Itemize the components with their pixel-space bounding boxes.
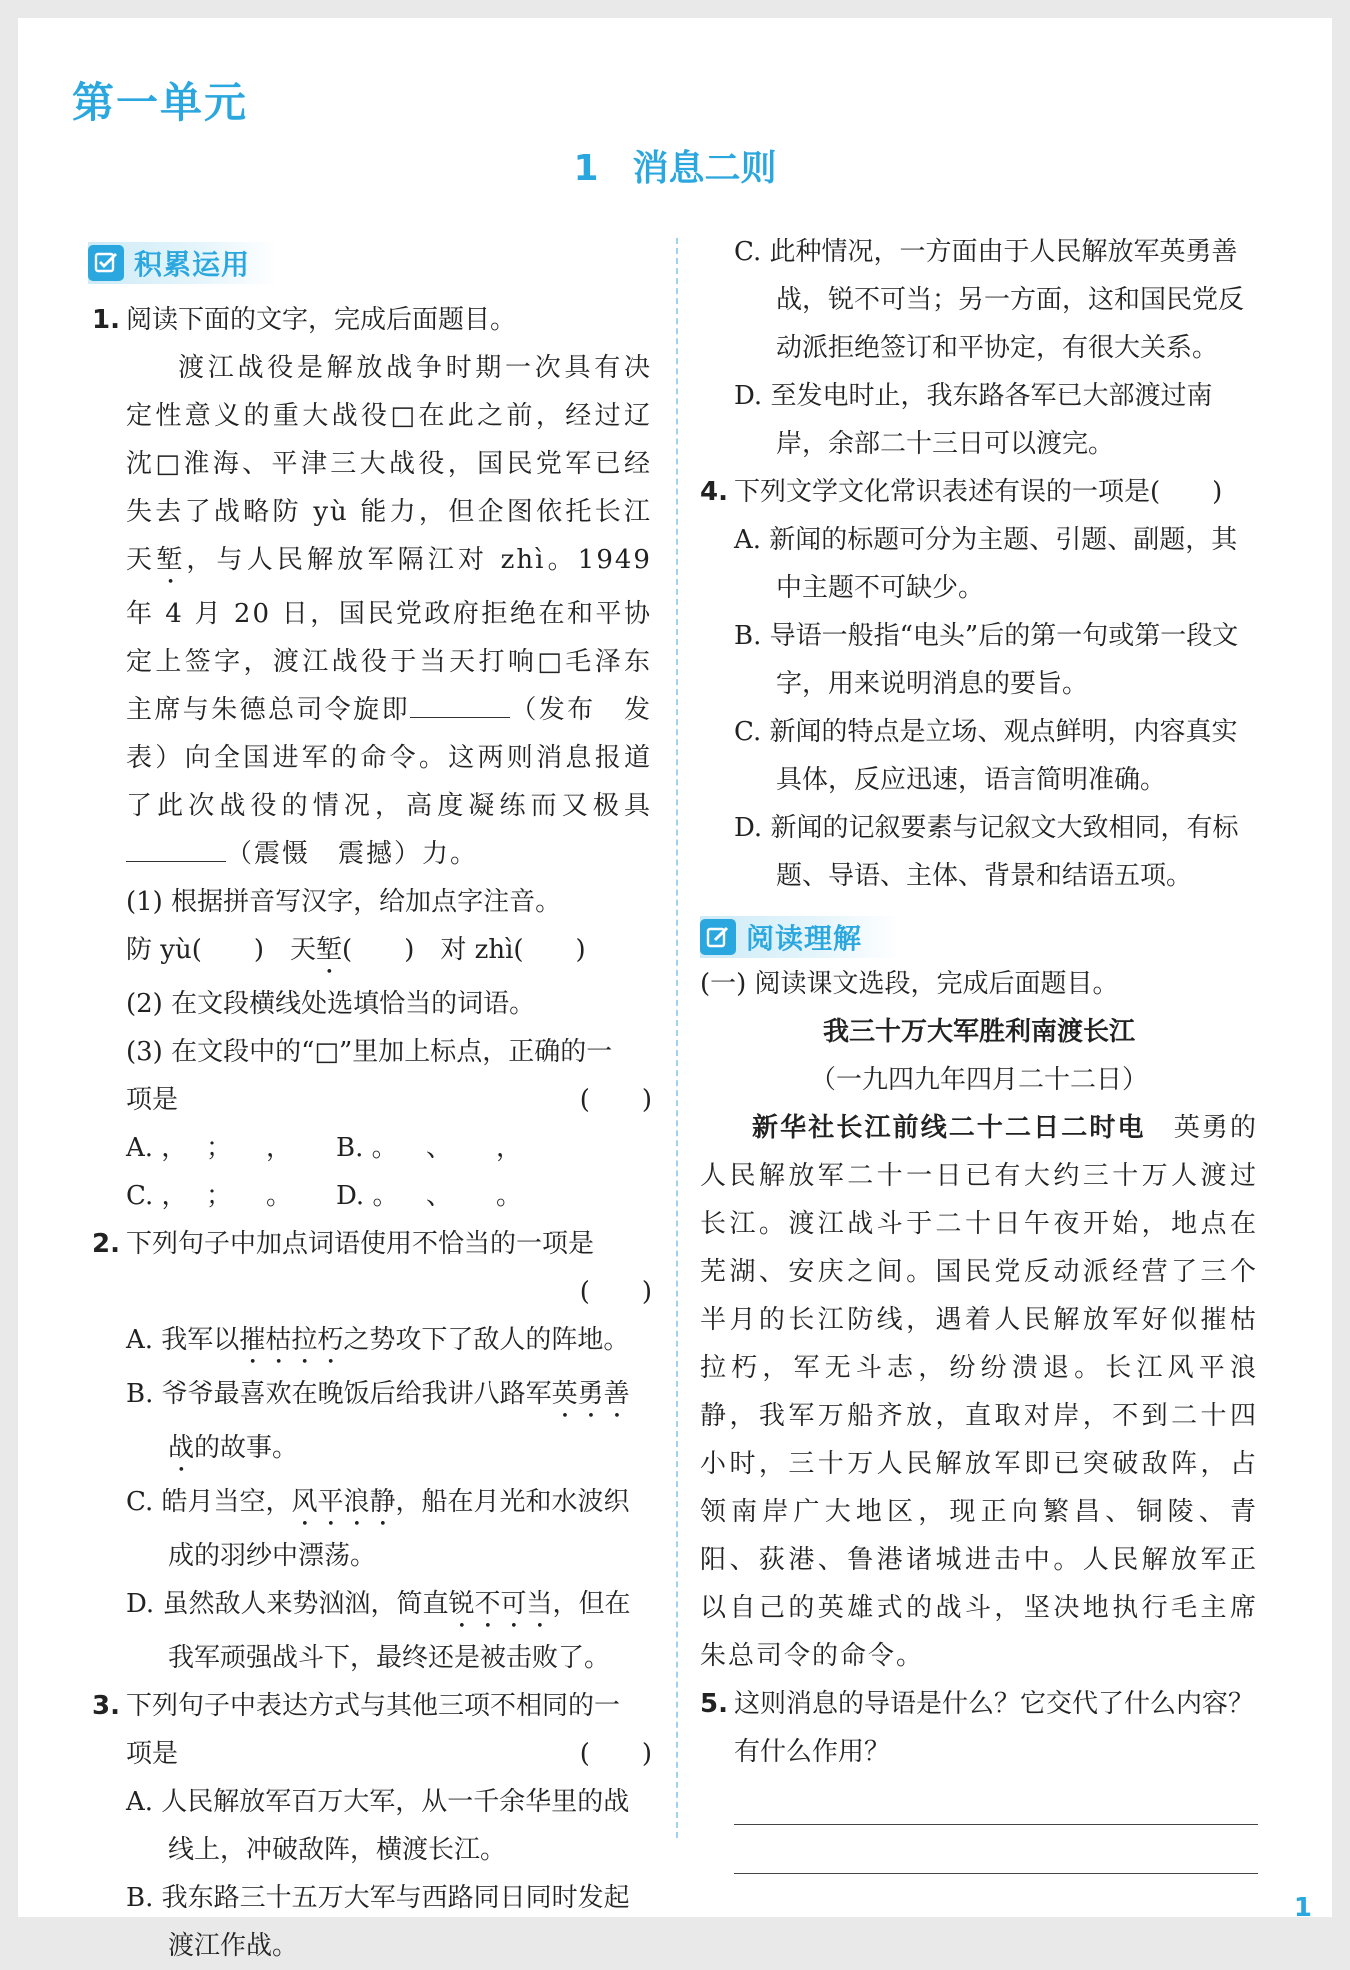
q4-option-a[interactable]: A. 新闻的标题可分为主题、引题、副题，其中主题不可缺少。 (700, 516, 1258, 612)
q1-sub3-cont: 项是 ( ) (92, 1076, 652, 1124)
q1-sub3: (3) 在文段中的“□”里加上标点，正确的一 (92, 1028, 652, 1076)
pencil-icon (700, 919, 736, 955)
reading-body: 新华社长江前线二十二日二时电 英勇的人民解放军二十一日已有大约三十万人渡过长江。渡江战斗于二十日午夜开始，地点在芜湖、安庆之间。国民党反动派经营了三个半月的长江防线，遇着人民解放军好似摧枯拉朽，军无斗志，纷纷溃退。长江风平浪静，我军万船齐放，直取对岸，不到二十四小时，三十万人民解放军即已突破敌阵，占领南岸广大地区，现正向繁昌、铜陵、青阳、荻港、鲁港诸城进击中。人民解放军正以自己的英雄式的战斗，坚决地执行毛主席朱总司令的命令。 (700, 1104, 1258, 1680)
right-column (700, 228, 1258, 1874)
q4-option-c[interactable]: C. 新闻的特点是立场、观点鲜明，内容真实具体，反应迅速，语言简明准确。 (700, 708, 1258, 804)
lesson-title (0, 140, 1350, 191)
q2-option-c[interactable]: C. 皓月当空，风平浪静，船在月光和水波织成的羽纱中漂荡。 (92, 1478, 652, 1580)
lesson-number: 1 (573, 148, 598, 189)
section-reading-header (700, 916, 900, 958)
blank-2[interactable] (126, 831, 226, 862)
q1-option-row-2: C. ， ； 。 D. 。 、 。 (92, 1172, 652, 1220)
section-reading-label: 阅读理解 (746, 917, 862, 957)
q2-answer-paren[interactable]: ( ) (92, 1268, 652, 1316)
q3-stem-cont: 项是 ( ) (92, 1730, 652, 1778)
q2-option-d[interactable]: D. 虽然敌人来势汹汹，简直锐不可当，但在我军顽强战斗下，最终还是被击败了。 (92, 1580, 652, 1682)
unit-title: 第一单元 (72, 70, 248, 130)
answer-line-2[interactable] (734, 1825, 1258, 1874)
q2-option-a[interactable]: A. 我军以摧枯拉朽之势攻下了敌人的阵地。 (92, 1316, 652, 1370)
reading-date: （一九四九年四月二十二日） (700, 1056, 1258, 1104)
question-3: 3. 下列句子中表达方式与其他三项不相同的一 (92, 1682, 652, 1730)
q3-option-b[interactable]: B. 我东路三十五万大军与西路同日同时发起渡江作战。 (92, 1874, 652, 1970)
q1-passage: 渡江战役是解放战争时期一次具有决定性意义的重大战役□在此之前，经过辽沈□淮海、平津三大战役，国民党军已经失去了战略防 yù 能力，但企图依托长江天堑，与人民解放军隔江对 zhì。1949 年 4 月 20 日，国民党政府拒绝在和平协定上签字，渡江战役于当天打响□毛泽东主席与朱德总司令旋即 （发布 发表）向全国进军的命令。这两则消息报道了此次战役的情况，高度凝练而又极具（震慑 震撼）力。 (92, 344, 652, 878)
question-4: 4. 下列文学文化常识表述有误的一项是( ) (700, 468, 1258, 516)
page-number: 1 (1294, 1893, 1312, 1923)
checkbox-icon (88, 245, 124, 281)
q3-option-a[interactable]: A. 人民解放军百万大军，从一千余华里的战线上，冲破敌阵，横渡长江。 (92, 1778, 652, 1874)
left-column (92, 296, 652, 1970)
question-5: 5. 这则消息的导语是什么？它交代了什么内容？有什么作用？ (700, 1680, 1258, 1776)
lesson-name: 消息二则 (633, 148, 777, 189)
section-accumulate-header (88, 242, 278, 284)
q1-option-row-1: A. ， ； ， B. 。 、 ， (92, 1124, 652, 1172)
q3-option-c[interactable]: C. 此种情况，一方面由于人民解放军英勇善战，锐不可当；另一方面，这和国民党反动派拒绝签订和平协定，有很大关系。 (700, 228, 1258, 372)
q2-option-b[interactable]: B. 爷爷最喜欢在晚饭后给我讲八路军英勇善战的故事。 (92, 1370, 652, 1478)
column-divider (676, 238, 678, 1838)
question-2: 2. 下列句子中加点词语使用不恰当的一项是 (92, 1220, 652, 1268)
q4-option-d[interactable]: D. 新闻的记叙要素与记叙文大致相同，有标题、导语、主体、背景和结语五项。 (700, 804, 1258, 900)
answer-paren[interactable]: ( ) (580, 1076, 652, 1124)
section-accumulate-label: 积累运用 (134, 243, 250, 283)
q1-sub2: (2) 在文段横线处选填恰当的词语。 (92, 980, 652, 1028)
reading-title: 我三十万大军胜利南渡长江 (700, 1008, 1258, 1056)
answer-line-1[interactable] (734, 1776, 1258, 1825)
q1-sub1-items: 防 yù( ) 天堑( ) 对 zhì( ) (92, 926, 652, 980)
answer-paren[interactable]: ( ) (580, 1730, 652, 1778)
reading-intro: (一) 阅读课文选段，完成后面题目。 (700, 960, 1258, 1008)
question-1: 1. 阅读下面的文字，完成后面题目。 (92, 296, 652, 344)
q4-option-b[interactable]: B. 导语一般指“电头”后的第一句或第一段文字，用来说明消息的要旨。 (700, 612, 1258, 708)
q1-sub1: (1) 根据拼音写汉字，给加点字注音。 (92, 878, 652, 926)
blank-1[interactable] (410, 687, 510, 718)
q3-option-d[interactable]: D. 至发电时止，我东路各军已大部渡过南岸，余部二十三日可以渡完。 (700, 372, 1258, 468)
